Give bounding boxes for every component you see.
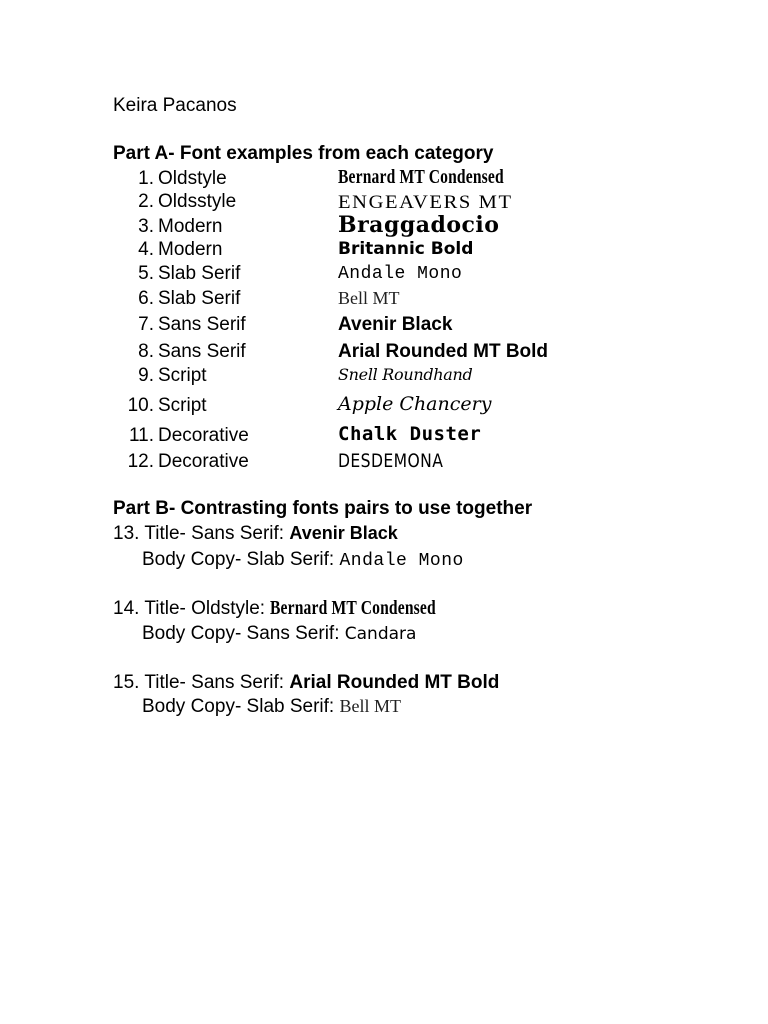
list-item-category: Slab Serif: [158, 288, 241, 309]
pair-title-font: Avenir Black: [289, 523, 398, 543]
pair-title-label: 13. Title- Sans Serif:: [113, 523, 290, 544]
font-sample-apple-chancery: Apple Chancery: [338, 393, 492, 415]
pair-15-title: [113, 673, 499, 692]
pair-body-font: Candara: [344, 624, 417, 644]
font-sample-arial-rounded-mt-bold: Arial Rounded MT Bold: [338, 341, 549, 362]
font-sample-britannic-bold: Britannic Bold: [338, 239, 474, 259]
font-sample-avenir-black: Avenir Black: [338, 314, 453, 335]
pair-title-label: 14. Title- Oldstyle:: [113, 598, 271, 619]
pair-15-body: [142, 697, 401, 716]
list-item-category: Modern: [158, 239, 223, 260]
pair-body-font: Andale Mono: [339, 551, 464, 571]
font-sample-desdemona: DESDEMONA: [338, 450, 444, 472]
list-item-number: 12.: [127, 451, 154, 472]
pair-title-label: 15. Title- Sans Serif:: [113, 672, 290, 693]
pair-13-body: [142, 550, 464, 570]
list-item-category: Oldstyle: [158, 168, 227, 189]
pair-14-title: [113, 598, 483, 618]
list-item-number: 8.: [138, 341, 154, 362]
pair-body-label: Body Copy- Slab Serif:: [142, 696, 340, 717]
part-b-heading: Part B- Contrasting fonts pairs to use together: [113, 498, 533, 519]
list-item-number: 3.: [138, 216, 154, 237]
font-sample-snell-roundhand: Snell Roundhand: [338, 365, 473, 384]
list-item-category: Script: [158, 395, 207, 416]
font-sample-bernard-mt-condensed: Bernard MT Condensed: [338, 166, 504, 188]
list-item-category: Sans Serif: [158, 341, 246, 362]
list-item-category: Sans Serif: [158, 314, 246, 335]
font-sample-braggadocio: Braggadocio: [338, 212, 500, 238]
font-sample-andale-mono: Andale Mono: [338, 264, 463, 284]
pair-body-font: Bell MT: [339, 696, 401, 716]
pair-body-label: Body Copy- Sans Serif:: [142, 623, 345, 644]
list-item-number: 7.: [138, 314, 154, 335]
list-item-number: 4.: [138, 239, 154, 260]
list-item-category: Oldsstyle: [158, 191, 237, 212]
pair-13-title: [113, 524, 398, 543]
list-item-number: 9.: [138, 365, 154, 386]
list-item-number: 11.: [128, 425, 154, 446]
pair-title-font: Arial Rounded MT Bold: [289, 672, 500, 693]
font-sample-bell-mt: Bell MT: [338, 288, 400, 308]
pair-body-label: Body Copy- Slab Serif:: [142, 549, 340, 570]
part-a-heading: Part A- Font examples from each category: [113, 143, 494, 164]
list-item-number: 6.: [138, 288, 154, 309]
list-item-number: 2.: [138, 191, 154, 212]
pair-14-body: [142, 624, 416, 643]
font-sample-chalk-duster: Chalk Duster: [338, 423, 482, 445]
list-item-number: 10.: [127, 395, 154, 416]
list-item-category: Modern: [158, 216, 223, 237]
list-item-number: 5.: [138, 263, 154, 284]
pair-title-font: Bernard MT Condensed: [270, 597, 437, 619]
list-item-category: Decorative: [158, 451, 249, 472]
list-item-category: Script: [158, 365, 207, 386]
font-sample-engravers-mt: ENGEAVERS MT: [338, 192, 513, 213]
list-item-number: 1.: [138, 168, 154, 189]
list-item-category: Decorative: [158, 425, 249, 446]
list-item-category: Slab Serif: [158, 263, 241, 284]
author-name: Keira Pacanos: [113, 95, 237, 116]
